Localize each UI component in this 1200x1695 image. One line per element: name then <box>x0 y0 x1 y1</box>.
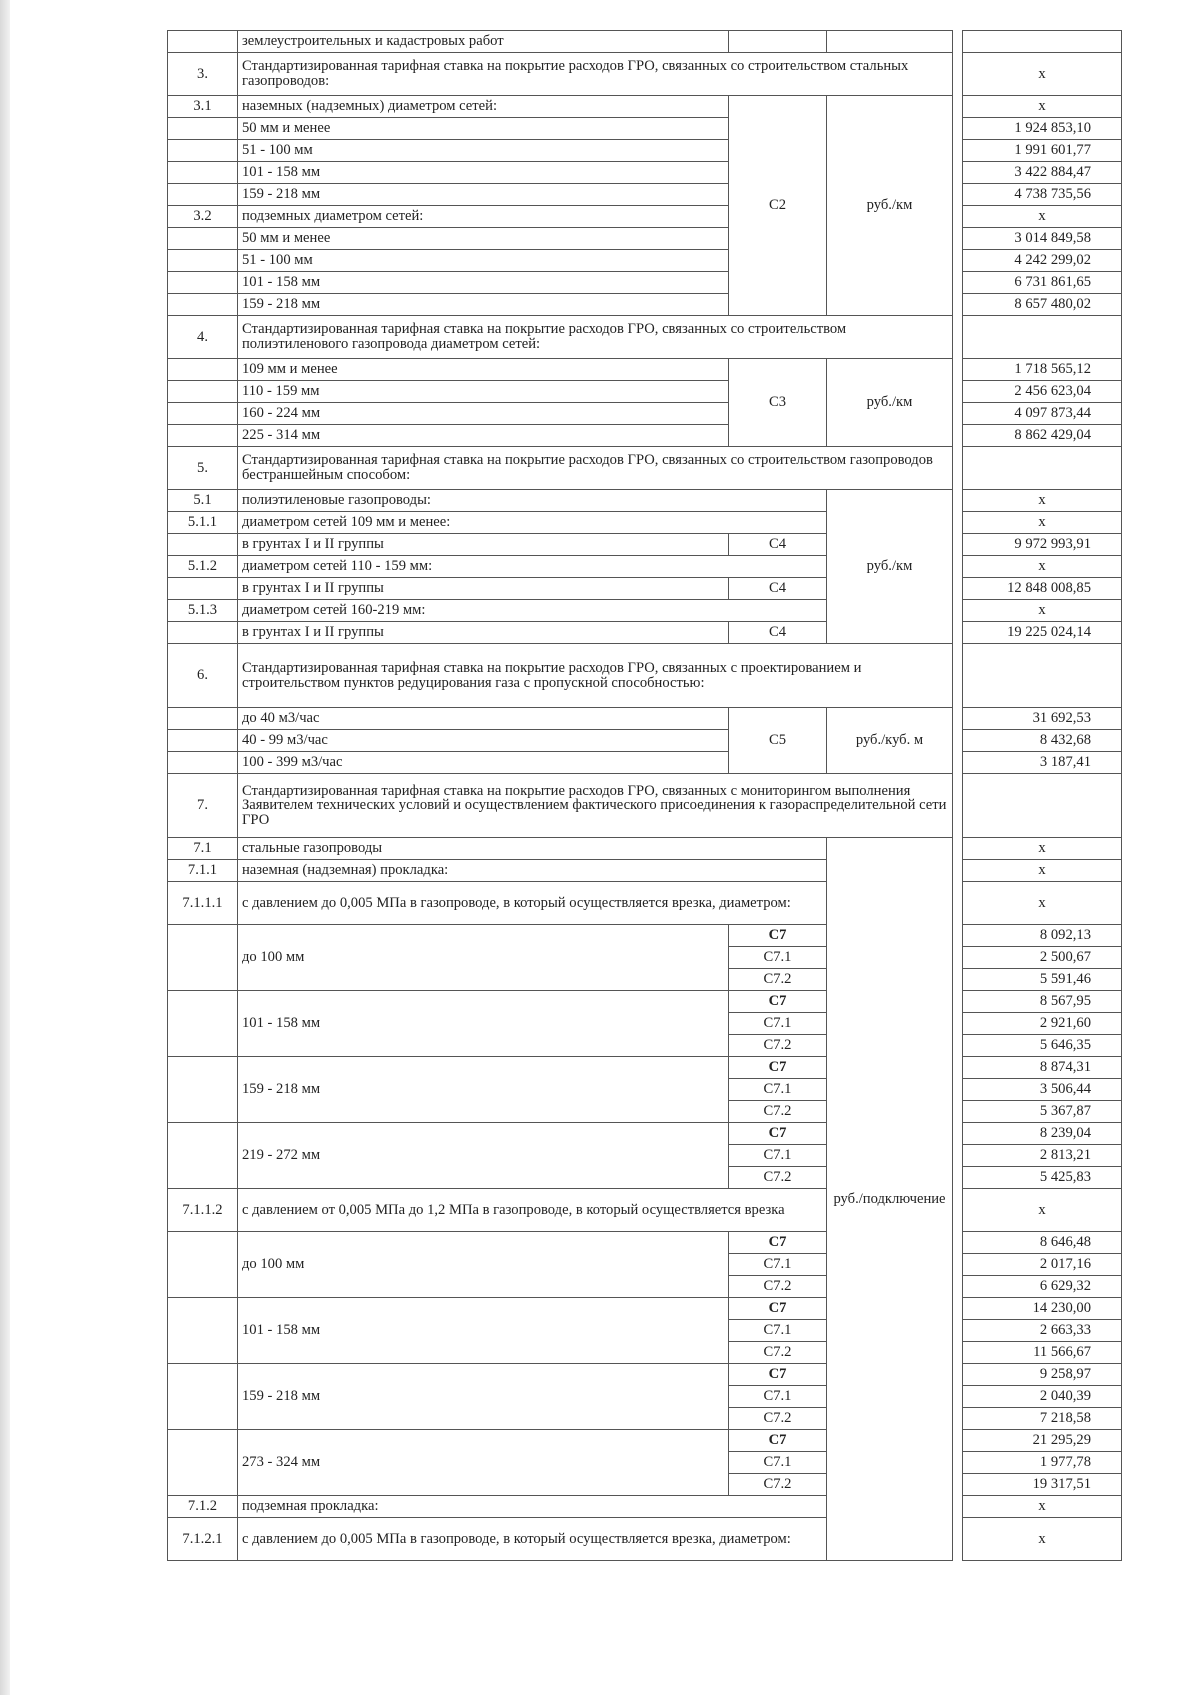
table-row <box>168 206 1122 228</box>
scan-edge-shadow <box>0 0 10 1695</box>
row-value <box>963 774 1122 838</box>
row-description: в грунтах I и II группы <box>238 622 729 644</box>
row-value: 8 432,68 <box>963 730 1122 752</box>
row-value: х <box>963 1496 1122 1518</box>
row-description: до 40 м3/час <box>238 708 729 730</box>
row-number <box>168 578 238 600</box>
row-code: С7 <box>729 1298 827 1320</box>
row-value: 2 040,39 <box>963 1386 1122 1408</box>
table-row <box>168 708 1122 730</box>
row-code: С3 <box>729 359 827 447</box>
row-number <box>168 162 238 184</box>
row-number <box>168 752 238 774</box>
row-code: С7.1 <box>729 1386 827 1408</box>
row-value <box>963 316 1122 359</box>
row-number: 7.1 <box>168 838 238 860</box>
row-value: 9 258,97 <box>963 1364 1122 1386</box>
table-row <box>168 1518 1122 1561</box>
table-row <box>168 1364 1122 1386</box>
row-value: х <box>963 1518 1122 1561</box>
row-code: С7.2 <box>729 1342 827 1364</box>
row-value: 6 731 861,65 <box>963 272 1122 294</box>
row-description: с давлением до 0,005 МПа в газопроводе, в который осуществляется врезка, диаметром: <box>238 1518 827 1561</box>
row-number: 7.1.1.2 <box>168 1189 238 1232</box>
row-number <box>168 403 238 425</box>
row-code: С7 <box>729 1057 827 1079</box>
table-row <box>168 447 1122 490</box>
row-description: в грунтах I и II группы <box>238 534 729 556</box>
row-number <box>168 534 238 556</box>
table-row <box>168 882 1122 925</box>
row-value: 8 657 480,02 <box>963 294 1122 316</box>
row-code: С7.2 <box>729 1167 827 1189</box>
row-description: 160 - 224 мм <box>238 403 729 425</box>
table-row <box>168 490 1122 512</box>
row-code: С2 <box>729 96 827 316</box>
table-row <box>168 403 1122 425</box>
row-description: 51 - 100 мм <box>238 250 729 272</box>
row-value: х <box>963 838 1122 860</box>
row-value: 2 500,67 <box>963 947 1122 969</box>
row-code: С7.1 <box>729 1320 827 1342</box>
row-number <box>168 381 238 403</box>
row-description: 50 мм и менее <box>238 228 729 250</box>
row-code: С7 <box>729 1430 827 1452</box>
row-number: 5.1 <box>168 490 238 512</box>
row-description: с давлением от 0,005 МПа до 1,2 МПа в газопроводе, в который осуществляется врезка <box>238 1189 827 1232</box>
table-row <box>168 162 1122 184</box>
row-value: 7 218,58 <box>963 1408 1122 1430</box>
tariff-table <box>167 30 1122 1561</box>
row-value: х <box>963 860 1122 882</box>
row-value: 1 924 853,10 <box>963 118 1122 140</box>
row-value: 4 738 735,56 <box>963 184 1122 206</box>
row-number: 7.1.1.1 <box>168 882 238 925</box>
row-description: 225 - 314 мм <box>238 425 729 447</box>
table-row <box>168 1123 1122 1145</box>
row-number: 7. <box>168 774 238 838</box>
row-description: с давлением до 0,005 МПа в газопроводе, в который осуществляется врезка, диаметром: <box>238 882 827 925</box>
row-code: С4 <box>729 534 827 556</box>
row-code: С7.1 <box>729 947 827 969</box>
row-unit: руб./подключение <box>827 838 953 1561</box>
row-description: 101 - 158 мм <box>238 1298 729 1364</box>
row-number: 3.1 <box>168 96 238 118</box>
table-row <box>168 316 1122 359</box>
row-code <box>729 31 827 53</box>
row-value: 8 239,04 <box>963 1123 1122 1145</box>
row-code: С7.1 <box>729 1254 827 1276</box>
table-row <box>168 250 1122 272</box>
table-row <box>168 730 1122 752</box>
row-number <box>168 228 238 250</box>
row-value <box>963 31 1122 53</box>
row-code: С7.1 <box>729 1013 827 1035</box>
row-value: 1 977,78 <box>963 1452 1122 1474</box>
row-description: диаметром сетей 110 - 159 мм: <box>238 556 827 578</box>
row-value: 9 972 993,91 <box>963 534 1122 556</box>
row-unit: руб./км <box>827 96 953 316</box>
row-number: 6. <box>168 644 238 708</box>
table-row <box>168 96 1122 118</box>
row-number <box>168 31 238 53</box>
row-code: С7.1 <box>729 1452 827 1474</box>
row-code: С7 <box>729 925 827 947</box>
row-code: С7 <box>729 1364 827 1386</box>
table-row <box>168 1232 1122 1254</box>
row-code: С7 <box>729 1123 827 1145</box>
row-value: 19 225 024,14 <box>963 622 1122 644</box>
row-value: 11 566,67 <box>963 1342 1122 1364</box>
row-number <box>168 1057 238 1123</box>
row-number: 5.1.1 <box>168 512 238 534</box>
row-description: 219 - 272 мм <box>238 1123 729 1189</box>
row-number <box>168 708 238 730</box>
row-description: 100 - 399 м3/час <box>238 752 729 774</box>
table-row <box>168 381 1122 403</box>
row-description: 159 - 218 мм <box>238 1364 729 1430</box>
row-unit: руб./куб. м <box>827 708 953 774</box>
row-description: Стандартизированная тарифная ставка на покрытие расходов ГРО, связанных с мониторингом выполнения Заявителем технических условий и осуществлением фактического присоединения к газораспределительной сети ГРО <box>238 774 953 838</box>
table-row <box>168 556 1122 578</box>
table-row <box>168 228 1122 250</box>
row-number <box>168 1430 238 1496</box>
row-description: 110 - 159 мм <box>238 381 729 403</box>
table-row <box>168 1189 1122 1232</box>
row-description: подземных диаметром сетей: <box>238 206 729 228</box>
row-value: 8 874,31 <box>963 1057 1122 1079</box>
table-row <box>168 512 1122 534</box>
row-value: 3 187,41 <box>963 752 1122 774</box>
table-row <box>168 53 1122 96</box>
row-number: 5.1.2 <box>168 556 238 578</box>
row-value: 21 295,29 <box>963 1430 1122 1452</box>
table-row <box>168 1430 1122 1452</box>
table-row <box>168 774 1122 838</box>
row-value <box>963 644 1122 708</box>
row-number <box>168 425 238 447</box>
row-description: наземная (надземная) прокладка: <box>238 860 827 882</box>
row-value: 2 017,16 <box>963 1254 1122 1276</box>
row-description: 101 - 158 мм <box>238 162 729 184</box>
row-unit: руб./км <box>827 359 953 447</box>
row-description: Стандартизированная тарифная ставка на покрытие расходов ГРО, связанных со строительством полиэтиленового газопровода диаметром сетей: <box>238 316 953 359</box>
table-row <box>168 31 1122 53</box>
table-row <box>168 1057 1122 1079</box>
row-description: Стандартизированная тарифная ставка на покрытие расходов ГРО, связанных с проектированием и строительством пунктов редуцирования газа с пропускной способностью: <box>238 644 953 708</box>
row-value: 19 317,51 <box>963 1474 1122 1496</box>
row-value: 2 813,21 <box>963 1145 1122 1167</box>
row-value: 4 097 873,44 <box>963 403 1122 425</box>
row-number <box>168 118 238 140</box>
row-value: х <box>963 600 1122 622</box>
row-number <box>168 730 238 752</box>
row-value: х <box>963 1189 1122 1232</box>
row-number: 3.2 <box>168 206 238 228</box>
row-description: 159 - 218 мм <box>238 184 729 206</box>
row-value: 8 092,13 <box>963 925 1122 947</box>
row-description: наземных (надземных) диаметром сетей: <box>238 96 729 118</box>
row-value: 12 848 008,85 <box>963 578 1122 600</box>
row-description: 50 мм и менее <box>238 118 729 140</box>
table-row <box>168 140 1122 162</box>
row-value: 5 425,83 <box>963 1167 1122 1189</box>
row-number: 3. <box>168 53 238 96</box>
table-row <box>168 1298 1122 1320</box>
row-code: С7.1 <box>729 1145 827 1167</box>
row-value: 1 718 565,12 <box>963 359 1122 381</box>
row-value: 3 422 884,47 <box>963 162 1122 184</box>
row-description: землеустроительных и кадастровых работ <box>238 31 729 53</box>
row-value: х <box>963 512 1122 534</box>
row-number: 5.1.3 <box>168 600 238 622</box>
row-value: 14 230,00 <box>963 1298 1122 1320</box>
row-value: х <box>963 490 1122 512</box>
table-row <box>168 578 1122 600</box>
row-description: 40 - 99 м3/час <box>238 730 729 752</box>
row-number <box>168 1123 238 1189</box>
table-row <box>168 359 1122 381</box>
row-number: 7.1.2 <box>168 1496 238 1518</box>
row-number <box>168 359 238 381</box>
row-code: С4 <box>729 578 827 600</box>
row-value: 1 991 601,77 <box>963 140 1122 162</box>
row-code: С7 <box>729 991 827 1013</box>
row-code: С7.1 <box>729 1079 827 1101</box>
row-value: 3 014 849,58 <box>963 228 1122 250</box>
row-number: 7.1.1 <box>168 860 238 882</box>
table-row <box>168 294 1122 316</box>
row-description: стальные газопроводы <box>238 838 827 860</box>
row-value: 8 862 429,04 <box>963 425 1122 447</box>
row-code: С5 <box>729 708 827 774</box>
row-number <box>168 140 238 162</box>
row-value: 5 367,87 <box>963 1101 1122 1123</box>
table-row <box>168 860 1122 882</box>
row-number <box>168 1364 238 1430</box>
row-value: х <box>963 53 1122 96</box>
row-value: х <box>963 206 1122 228</box>
row-description: подземная прокладка: <box>238 1496 827 1518</box>
row-code: С7.2 <box>729 1474 827 1496</box>
table-row <box>168 118 1122 140</box>
row-description: 273 - 324 мм <box>238 1430 729 1496</box>
row-unit: руб./км <box>827 490 953 644</box>
table-row <box>168 534 1122 556</box>
row-value: 4 242 299,02 <box>963 250 1122 272</box>
row-value: х <box>963 556 1122 578</box>
row-description: диаметром сетей 160-219 мм: <box>238 600 827 622</box>
row-number: 7.1.2.1 <box>168 1518 238 1561</box>
row-value <box>963 447 1122 490</box>
row-code: С7.2 <box>729 1035 827 1057</box>
row-unit <box>827 31 953 53</box>
row-number <box>168 184 238 206</box>
row-description: до 100 мм <box>238 925 729 991</box>
table-row <box>168 838 1122 860</box>
table-row <box>168 644 1122 708</box>
row-code: С4 <box>729 622 827 644</box>
table-row <box>168 991 1122 1013</box>
row-code: С7.2 <box>729 1276 827 1298</box>
row-description: Стандартизированная тарифная ставка на покрытие расходов ГРО, связанных со строительством газопроводов бестраншейным способом: <box>238 447 953 490</box>
row-value: 2 663,33 <box>963 1320 1122 1342</box>
row-value: 2 921,60 <box>963 1013 1122 1035</box>
row-description: 101 - 158 мм <box>238 272 729 294</box>
row-code: С7.2 <box>729 1101 827 1123</box>
row-value: 6 629,32 <box>963 1276 1122 1298</box>
table-row <box>168 752 1122 774</box>
table-row <box>168 184 1122 206</box>
row-description: 109 мм и менее <box>238 359 729 381</box>
row-value: 31 692,53 <box>963 708 1122 730</box>
row-number <box>168 250 238 272</box>
table-row <box>168 925 1122 947</box>
row-number: 4. <box>168 316 238 359</box>
row-description: 159 - 218 мм <box>238 1057 729 1123</box>
row-value: х <box>963 882 1122 925</box>
row-value: 8 646,48 <box>963 1232 1122 1254</box>
table-row <box>168 272 1122 294</box>
row-description: 101 - 158 мм <box>238 991 729 1057</box>
row-number: 5. <box>168 447 238 490</box>
row-description: до 100 мм <box>238 1232 729 1298</box>
row-description: 51 - 100 мм <box>238 140 729 162</box>
table-row <box>168 1496 1122 1518</box>
table-row <box>168 622 1122 644</box>
table-row <box>168 600 1122 622</box>
row-value: х <box>963 96 1122 118</box>
row-description: диаметром сетей 109 мм и менее: <box>238 512 827 534</box>
row-value: 2 456 623,04 <box>963 381 1122 403</box>
row-number <box>168 622 238 644</box>
row-number <box>168 294 238 316</box>
row-number <box>168 1298 238 1364</box>
table-row <box>168 425 1122 447</box>
row-description: полиэтиленовые газопроводы: <box>238 490 827 512</box>
row-number <box>168 925 238 991</box>
row-number <box>168 991 238 1057</box>
row-description: 159 - 218 мм <box>238 294 729 316</box>
row-code: С7.2 <box>729 969 827 991</box>
row-code: С7 <box>729 1232 827 1254</box>
row-value: 5 591,46 <box>963 969 1122 991</box>
row-number <box>168 1232 238 1298</box>
row-description: в грунтах I и II группы <box>238 578 729 600</box>
row-description: Стандартизированная тарифная ставка на покрытие расходов ГРО, связанных со строительством стальных газопроводов: <box>238 53 953 96</box>
row-value: 5 646,35 <box>963 1035 1122 1057</box>
row-code: С7.2 <box>729 1408 827 1430</box>
row-number <box>168 272 238 294</box>
row-value: 8 567,95 <box>963 991 1122 1013</box>
row-value: 3 506,44 <box>963 1079 1122 1101</box>
